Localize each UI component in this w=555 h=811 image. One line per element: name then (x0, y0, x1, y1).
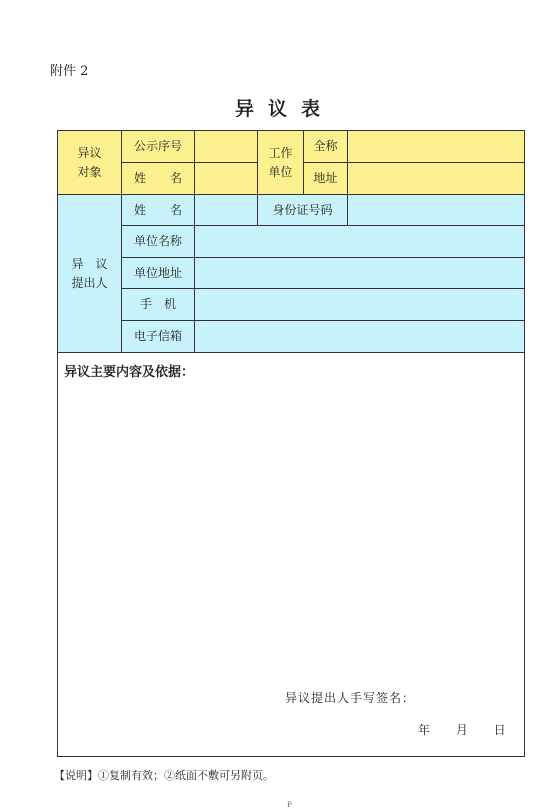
proposer-name-label: 姓 名 (122, 195, 195, 226)
org-address-label: 单位地址 (122, 258, 195, 289)
target-name-field[interactable] (195, 163, 258, 195)
proposer-label: 异 议 提出人 (58, 195, 122, 353)
id-number-label: 身份证号码 (258, 195, 348, 226)
objection-form (57, 130, 525, 757)
email-field[interactable] (195, 321, 524, 353)
workplace-fullname-field[interactable] (348, 131, 524, 163)
date-label: 年 月 日 (418, 723, 506, 737)
phone-field[interactable] (195, 289, 524, 321)
footer-note: 【说明】①复制有效；②纸面不敷可另附页。 (54, 769, 274, 782)
org-address-field[interactable] (195, 258, 524, 289)
workplace-fullname-label: 全称 (304, 131, 348, 163)
id-number-field[interactable] (348, 195, 524, 226)
objection-content-area[interactable] (58, 353, 524, 756)
form-title: 异议表 (234, 98, 334, 120)
objection-content-label: 异议主要内容及依据： (64, 365, 195, 380)
signature-label: 异议提出人手写签名： (285, 691, 416, 705)
proposer-name-field[interactable] (195, 195, 258, 226)
serial-number-field[interactable] (195, 131, 258, 163)
email-label: 电子信箱 (122, 321, 195, 353)
org-name-label: 单位名称 (122, 226, 195, 258)
serial-number-label: 公示序号 (122, 131, 195, 163)
workplace-address-label: 地址 (304, 163, 348, 195)
page-mark: P (287, 801, 292, 809)
org-name-field[interactable] (195, 226, 524, 258)
target-name-label: 姓 名 (122, 163, 195, 195)
workplace-address-field[interactable] (348, 163, 524, 195)
phone-label: 手 机 (122, 289, 195, 321)
attachment-label: 附件 2 (50, 64, 89, 79)
objection-target-label: 异议 对象 (58, 131, 122, 195)
workplace-label: 工作 单位 (258, 131, 304, 195)
